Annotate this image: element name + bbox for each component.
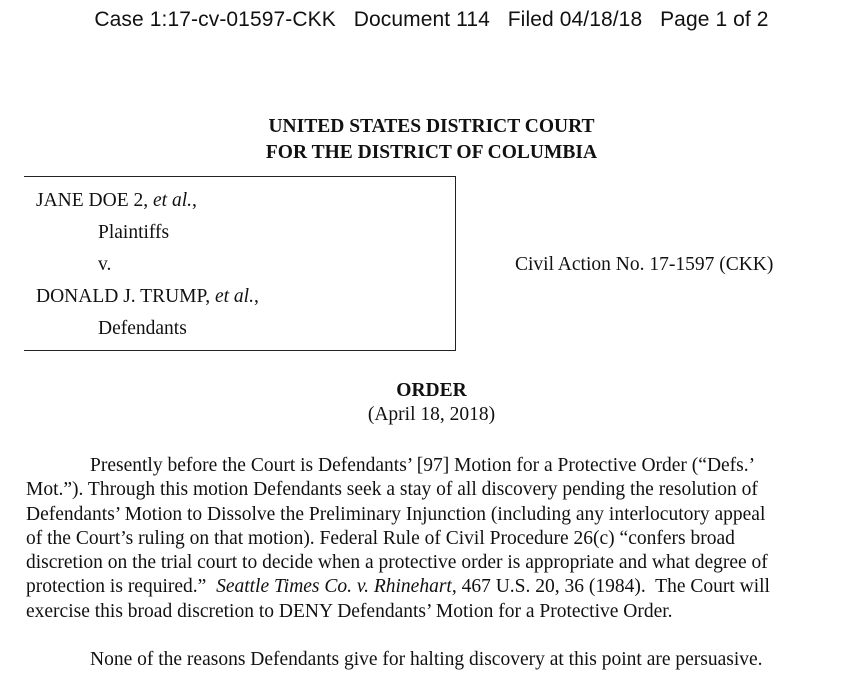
paragraph-1 — [26, 454, 856, 624]
paragraph-line: of the Court’s ruling on that motion). Federal Rule of Civil Procedure 26(c) “confers broad — [26, 527, 735, 549]
defendants-label: Defendants — [98, 318, 187, 339]
filed-date: Filed 04/18/18 — [507, 8, 643, 31]
versus-label: v. — [98, 254, 112, 275]
paragraph-line: Mot.”). Through this motion Defendants seek a stay of all discovery pending the resolution of — [26, 479, 758, 501]
docket-header — [0, 8, 863, 32]
paragraph-2 — [26, 648, 856, 672]
order-title: ORDER — [396, 380, 467, 401]
paragraph-line: Presently before the Court is Defendants’ [97] Motion for a Protective Order (“Defs.’ — [90, 455, 756, 476]
paragraph-line: discretion on the trial court to decide when a protective order is appropriate and what degree of — [26, 552, 768, 574]
paragraph-line: exercise this broad discretion to DENY Defendants’ Motion for a Protective Order. — [26, 600, 673, 622]
paragraph-line: None of the reasons Defendants give for halting discovery at this point are persuasive. — [90, 649, 763, 670]
defendant-name: DONALD J. TRUMP, et al., — [36, 286, 259, 307]
court-district: FOR THE DISTRICT OF COLUMBIA — [265, 142, 598, 163]
plaintiffs-label: Plaintiffs — [98, 222, 170, 243]
document-number: Document 114 — [353, 8, 490, 31]
case-number: Case 1:17-cv-01597-CKK — [94, 8, 336, 31]
case-citation: Seattle Times Co. v. Rhinehart — [216, 576, 452, 598]
paragraph-line: protection is required.” Seattle Times Co. v. Rhinehart, 467 U.S. 20, 36 (1984). The Court will — [26, 576, 770, 598]
order-date: (April 18, 2018) — [367, 404, 496, 425]
civil-action-number: Civil Action No. 17-1597 (CKK) — [515, 254, 774, 275]
court-name: UNITED STATES DISTRICT COURT — [268, 116, 595, 137]
page-indicator: Page 1 of 2 — [660, 8, 769, 31]
plaintiff-name: JANE DOE 2, et al., — [36, 190, 197, 211]
court-heading — [0, 114, 863, 166]
paragraph-line: Defendants’ Motion to Dissolve the Preliminary Injunction (including any interlocutory appeal — [26, 503, 766, 525]
